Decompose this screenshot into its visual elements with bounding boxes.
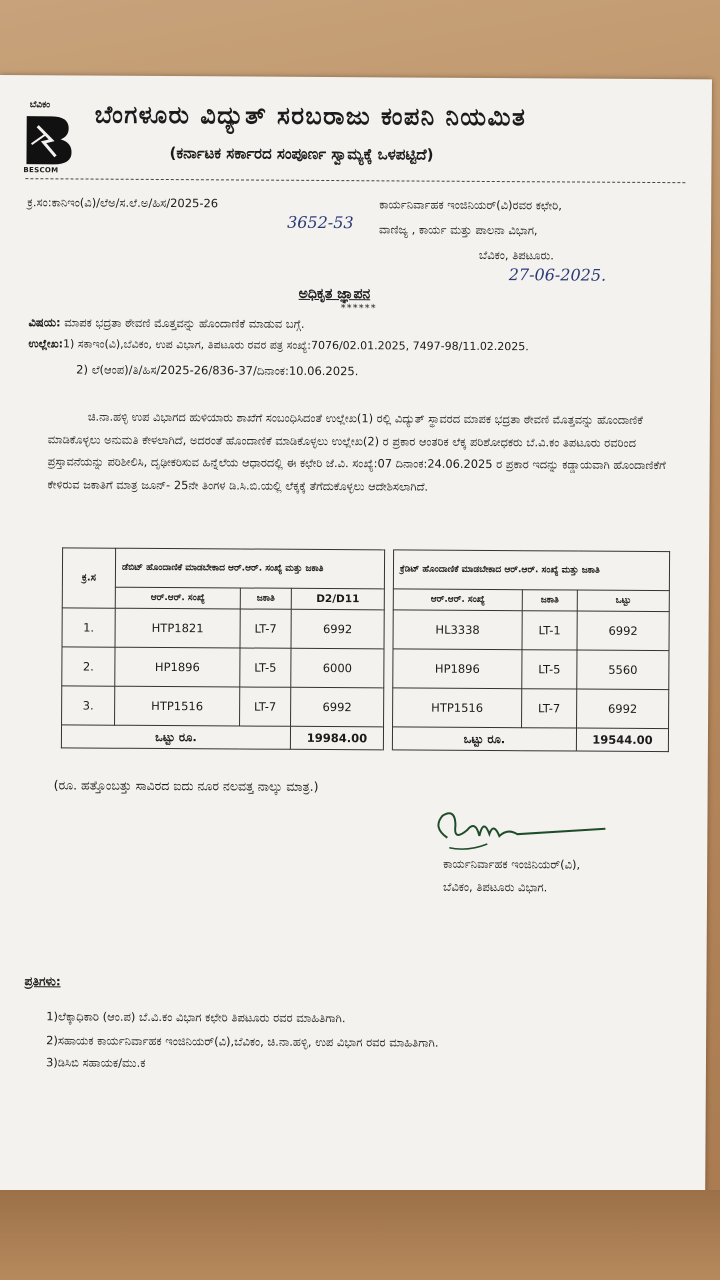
handwritten-date: 27-06-2025. (508, 265, 607, 285)
heading-stars: ****** (340, 303, 377, 315)
copy-item: 1)ಲೆಕ್ಕಾಧಿಕಾರಿ (ಆಂ.ಪ) ಬೆ.ವಿ.ಕಂ ವಿಭಾಗ ಕಛೇರಿ ತಿಪಟೂರು ರವರ ಮಾಹಿತಿಗಾಗಿ. (46, 1009, 346, 1026)
row-debit-amount: 6000 (291, 648, 384, 688)
header-divider (25, 178, 685, 183)
row-credit-amount: 6992 (577, 611, 669, 651)
row-debit-rr: HTP1821 (115, 608, 240, 648)
row-sl: 2. (62, 647, 115, 686)
credit-total-label: ಒಟ್ಟು ರೂ. (392, 727, 576, 751)
row-debit-amount: 6992 (291, 687, 384, 727)
subject-text: ಮಾಪಕ ಭದ್ರತಾ ಠೇವಣಿ ಮೊತ್ತವನ್ನು ಹೊಂದಾಣಿಕೆ ಮಾಡುವ ಬಗ್ಗೆ. (64, 315, 305, 331)
handwritten-ref-number: 3652-53 (287, 212, 354, 233)
logo-top-text: ಬೆವಿಕಂ (29, 100, 51, 111)
subject-label: ವಿಷಯ: (28, 315, 61, 330)
reference-number: ಕ್ರ.ಸಂ:ಕಾನಿಇಂ(ವಿ)/ಲೆಅ/ಸ.ಲೆ.ಅ/ಹಿಸ/2025-26 (27, 195, 219, 211)
row-debit-amount: 6992 (291, 609, 384, 649)
row-credit-rr: HL3338 (393, 610, 522, 650)
total-row (61, 725, 668, 752)
debit-group-header: ಡೆಬಿಟ್ ಹೊಂದಾಣಿಕೆ ಮಾಡಬೇಕಾದ ಆರ್.ಆರ್. ಸಂಖ್ಯೆ ಮತ್ತು ಜಕಾತಿ (115, 548, 384, 589)
reference-line-1 (28, 337, 529, 354)
credit-total-header: ಒಟ್ಟು (577, 590, 669, 612)
debit-total-label: ಒಟ್ಟು ರೂ. (61, 725, 290, 749)
handwritten-signature (427, 808, 607, 859)
row-debit-rr: HP1896 (115, 647, 240, 687)
credit-rr-header: ಆರ್.ಆರ್. ಸಂಖ್ಯೆ (393, 589, 522, 611)
debit-total-value: 19984.00 (290, 726, 383, 750)
memo-paper (0, 75, 712, 1199)
subject-line (28, 315, 304, 332)
row-credit-rr: HTP1516 (393, 688, 522, 728)
row-credit-tariff: LT-1 (522, 611, 577, 650)
debit-tariff-header: ಜಕಾತಿ (240, 588, 291, 609)
copy-item: 3)ಡಿಸಿಬಿ ಸಹಾಯಕ/ಮು.ಕ (45, 1055, 146, 1070)
company-name: ಬೆಂಗಳೂರು ವಿದ್ಯುತ್ ಸರಬರಾಜು ಕಂಪನಿ ನಿಯಮಿತ (94, 100, 527, 132)
credit-total-value: 19544.00 (576, 728, 668, 752)
adjustment-table (61, 547, 670, 752)
sl-header: ಕ್ರ.ಸ (62, 548, 115, 608)
row-debit-rr: HTP1516 (115, 686, 240, 726)
company-subtitle: (ಕರ್ನಾಟಕ ಸರ್ಕಾರದ ಸಂಪೂರ್ಣ ಸ್ವಾಮ್ಯಕ್ಕೆ ಒಳಪಟ್ಟಿದೆ) (169, 144, 434, 164)
table-edge (0, 1190, 720, 1280)
credit-group-header: ಕ್ರೆಡಿಟ್ ಹೊಂದಾಣಿಕೆ ಮಾಡಬೇಕಾದ ಆರ್.ಆರ್. ಸಂಖ್ಯೆ ಮತ್ತು ಜಕಾತಿ (393, 550, 669, 591)
row-sl: 3. (62, 686, 115, 725)
credit-tariff-header: ಜಕಾತಿ (522, 590, 577, 611)
amount-in-words: (ರೂ. ಹತ್ತೊಂಬತ್ತು ಸಾವಿರದ ಐದು ನೂರ ನಲವತ್ತ ನಾಲ್ಕು ಮಾತ್ರ.) (53, 777, 319, 794)
reference-2-text: 2) ಲೆ(ಆಂಪ)/ತಿ/ಹಿಸ/2025-26/836-37/ದಿನಾಂಕ:10.06.2025. (76, 362, 359, 379)
copy-item: 2)ಸಹಾಯಕ ಕಾರ್ಯನಿರ್ವಾಹಕ ಇಂಜಿನಿಯರ್(ವಿ),ಬೆವಿಕಂ, ಚಿ.ನಾ.ಹಳ್ಳಿ, ಉಪ ವಿಭಾಗ ರವರ ಮಾಹಿತಿಗಾಗಿ. (46, 1033, 439, 1050)
row-credit-tariff: LT-7 (522, 689, 577, 728)
signatory-title: ಕಾರ್ಯನಿರ್ವಾಹಕ ಇಂಜಿನಿಯರ್(ವಿ), (443, 856, 581, 872)
row-credit-tariff: LT-5 (522, 650, 577, 689)
debit-rr-header: ಆರ್.ಆರ್. ಸಂಖ್ಯೆ (115, 587, 240, 609)
memo-heading: ಅಧಿಕೃತ ಜ್ಞಾಪನ (298, 285, 371, 303)
row-sl: 1. (62, 608, 115, 647)
office-line-1: ಕಾರ್ಯನಿರ್ವಾಹಕ ಇಂಜಿನಿಯರ್(ವಿ)ರವರ ಕಛೇರಿ, (379, 197, 562, 213)
row-debit-tariff: LT-7 (240, 609, 291, 648)
memo-body: ಚಿ.ನಾ.ಹಳ್ಳಿ ಉಪ ವಿಭಾಗದ ಹುಳಿಯಾರು ಶಾಖೆಗೆ ಸಂಬಂಧಿಸಿದಂತೆ ಉಲ್ಲೇಖ(1) ರಲ್ಲಿ ವಿದ್ಯುತ್ ಸ್ಥಾವರದ ಮಾಪಕ ಭದ್ರತಾ ಠೇವಣಿ ಮೊತ್ತವನ್ನು ಹೊಂದಾಣಿಕೆ ಮಾಡಿಕೊಳ್ಳಲು ಅನುಮತಿ ಕೇಳಲಾಗಿದೆ, ಅದರಂತೆ ಹೊಂದಾಣಿಕೆ ಮಾಡಿಕೊಳ್ಳಲು ಉಲ್ಲೇಖ(2) ರ ಪ್ರಕಾರ ಆಂತರಿಕ ಲೆಕ್ಕ ಪರಿಶೋಧಕರು ಬೆ.ವಿ.ಕಂ ತಿಪಟೂರು ರವರಿಂದ ಪ್ರಸ್ತಾವನೆಯನ್ನು ಪರಿಶೀಲಿಸಿ, ದೃಢೀಕರಿಸುವ ಹಿನ್ನೆಲೆಯ ಆಧಾರದಲ್ಲಿ ಈ ಕಛೇರಿ ಜೆ.ವಿ. ಸಂಖ್ಯೆ:07 ದಿನಾಂಕ:24.06.2025 ರ ಪ್ರಕಾರ ಇದನ್ನು ಕಡ್ಡಾಯವಾಗಿ ಹೊಂದಾಣಿಕೆಗೆ ಕೇಳಿರುವ ಜಕಾತಿಗೆ ಮಾತ್ರ ಜೂನ್- 25ನೇ ತಿಂಗಳ ಡಿ.ಸಿ.ಬಿ.ಯಲ್ಲಿ ಲೆಕ್ಕಕ್ಕೆ ತೆಗೆದುಕೊಳ್ಳಲು ಆದೇಶಿಸಲಾಗಿದೆ. (47, 409, 666, 494)
debit-d2-header: D2/D11 (291, 588, 384, 610)
lightning-b-icon (23, 114, 73, 166)
signatory-office: ಬೆವಿಕಂ, ತಿಪಟೂರು ವಿಭಾಗ. (443, 879, 548, 895)
copies-title: ಪ್ರತಿಗಳು: (24, 974, 61, 989)
office-line-2: ವಾಣಿಜ್ಯ , ಕಾರ್ಯ ಮತ್ತು ಪಾಲನಾ ವಿಭಾಗ, (379, 222, 538, 238)
row-credit-amount: 6992 (577, 689, 669, 729)
table-row (62, 647, 669, 690)
bescom-logo (21, 100, 77, 180)
reference-1-text: 1) ಸಕಾಇಂ(ವಿ),ಬೆವಿಕಂ, ಉಪ ವಿಭಾಗ, ತಿಪಟೂರು ರವರ ಪತ್ರ ಸಂಖ್ಯೆ:7076/02.01.2025, 7497-98/11.02.2025. (62, 337, 529, 354)
reference-label: ಉಲ್ಲೇಖ: (28, 337, 64, 351)
row-credit-amount: 5560 (577, 650, 669, 690)
table-row (62, 686, 669, 729)
logo-bottom-text: BESCOM (23, 166, 59, 175)
row-debit-tariff: LT-7 (240, 687, 291, 726)
row-credit-rr: HP1896 (393, 649, 522, 689)
table-row (62, 608, 669, 651)
row-debit-tariff: LT-5 (240, 648, 291, 687)
office-line-3: ಬೆವಿಕಂ, ತಿಪಟೂರು. (478, 247, 554, 263)
